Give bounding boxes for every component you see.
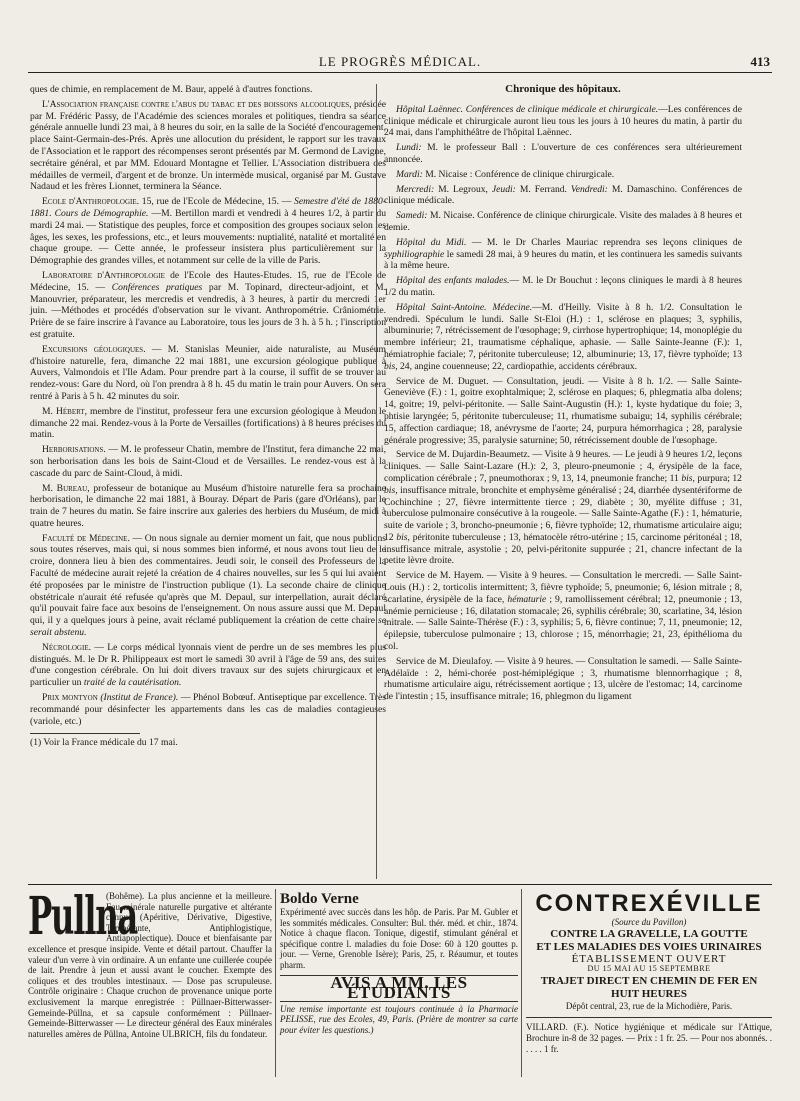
news-paragraph xyxy=(30,483,386,530)
news-paragraph xyxy=(30,533,386,639)
news-paragraph xyxy=(30,196,386,267)
text-run: — M. le Dr Bouchut : leçons cliniques le mardi à 8 heures 1/2 du matin. xyxy=(384,275,742,298)
contrexeville-line1: CONTRE LA GRAVELLE, LA GOUTTE xyxy=(550,927,748,940)
hospital-paragraph xyxy=(384,210,742,234)
hospital-paragraph xyxy=(384,142,742,166)
text-run: —M. d'Heilly. Visite à 8 h. 1/2. Consultation le vendredi. Spéculum le lundi. Salle St-Eloi (H.) : 1, sclérose en plaques; 3, syphilis, albuminurie; 7, rétrécissement de l'œsophage; 9, cirrhose hypertrophique; 14, monoplégie du membre inférieur; 21, traumatisme céphalique, aphasie. — Salle Sainte-Jeanne (F.): 1, hémiatrophie faciale; 7, péritonite tuberculeuse; 12, albuminurie; 13, 17, fièvre typhoïde; 13 xyxy=(384,301,742,360)
text-run: , professeur de botanique au Muséum d'histoire naturelle fera sa prochaine herborisation, le dimanche 22 mai 1881, à Bouray. Départ de Paris (gare d'Orléans), par le train de 7 heures du matin. Se faire inscrire aux galeries des herbiers du Muséum, de midi à quatre heures. xyxy=(30,482,386,529)
text-run: Conférences pratiques xyxy=(111,281,203,293)
text-run: Jeudi: xyxy=(491,183,516,195)
left-column xyxy=(30,84,386,752)
news-paragraph xyxy=(30,642,386,689)
text-run: Faculté de Médecine. xyxy=(42,532,130,544)
text-run: — M. Stanislas Meunier, aide naturaliste, au Muséum d'histoire naturelle, fera, dimanche 22 mai 1881, une excursion géologique publique à Auvers, Valmondois et l'Ile Adam. Pour prendre part à la course, il suffit de se trouver au rendez-vous: Gare du Nord, où l'on prendra à 8 h. 45 du matin le train pour Auvers. On sera rentré à Paris à 5 h. 42 minutes du soir. xyxy=(30,343,386,402)
footnote: (1) Voir la France médicale du 17 mai. xyxy=(30,737,178,749)
verne-text: Expérimenté avec succès dans les hôp. de Paris. Par M. Gubler et les sommités médicales. Consulter: Bul. thér. méd. et chir., 1874. Notice à chaque flacon. Tonique, digestif, stimulant général et spécifique contre l. maladies du foie Dose: 60 à 120 gouttes p. jour. — Verne, Grenoble Isère); Paris, 25, r. Réaumur, et toutes pharm. xyxy=(280,907,518,970)
text-run: se serait abstenu. xyxy=(30,615,386,639)
text-run: insuffisance mitrale, bronchite et emphysème généralisé ; 24, diarrhée dysentériforme de Cochinchine ; 27, fièvre intermittente tierce ; 29, diabète ; 30, myélite diffuse ; 31, tuberculose pulmonaire consécutive à la rougeole. — Salle Sainte-Agathe (F.) : 1, hématurie, suite de variole ; 3, broncho-pneumonie ; 6, fièvre typhoïde; 12, rhumatisme articulaire aigu; 12 xyxy=(384,484,742,543)
text-run: (Institut de France). xyxy=(100,692,179,704)
verne-title: Boldo Verne xyxy=(280,891,359,907)
text-run: par M. Topinard, directeur-adjoint, et M. Manouvrier, préparateur, les mercredis et vendredis, à 3 heures, à partir du mercredi 1er juin. —Méthodes et procédés d'observation sur le vivant. Anthropométrie. Crâniométrie. Prière de se faire inscrire à l'avance au Laboratoire, tous les jours de 3 h. à 5 h. ; l'inscription est gratuite. xyxy=(30,281,386,340)
ad-contrexeville xyxy=(526,891,772,1054)
section-title: Chronique des hôpitaux. xyxy=(505,83,621,95)
footnote-rule xyxy=(30,733,140,734)
text-run: M. Hébert xyxy=(42,405,85,417)
ad-divider xyxy=(521,889,522,1077)
text-run: Lundi: xyxy=(396,142,422,154)
text-run: — M. le professeur Chatin, membre de l'Institut, fera dimanche 22 mai, son herborisation dans les bois de Saint-Cloud et de Versailles. Le rendez-vous est à la cascade du parc de Saint-Cloud, à midi. xyxy=(30,444,386,479)
text-run: hématurie xyxy=(507,593,547,605)
text-run: bis, xyxy=(681,472,695,484)
text-run: Hôpital Laënnec. Conférences de clinique médicale et chirurgicale. xyxy=(396,103,659,115)
text-run: le samedi 28 mai, à 9 heures du matin, et les continuera les samedis suivants à la même heure. xyxy=(384,248,742,272)
text-run: Service de M. Dieulafoy. — Visite à 9 heures. — Consultation le samedi. — Salle Sainte-Adélaïde : 2, hémi-chorée post-hémiplégique ; 3, rhumatisme blennorrhagique ; 8, rhumatisme articulaire aigu, rétrécissement aortique ; 13, ulcère de l'estomac; 14, carcinome de l'intestin ; 15, insuffisance mitrale; 16, phlegmon du ligament xyxy=(384,655,742,703)
text-run: M. Nicaise : Conférence de clinique chirurgicale. xyxy=(422,168,615,180)
text-run: présidée par M. Frédéric Passy, de l'Académie des sciences morales et politiques, tiendra sa séance générale annuelle lundi 23 mai, à 8 heures du soir, en la salle de la Société d'encouragement, place Saint-Germain-des-Prés. Après une allocution du président, le rapport sur les travaux de l'Association et le rapport des récompenses seront présentés par M. Germond de Lavigne, secrétaire général, et par MM. Edouard Montagne et Tellier. L'Association distribuera des médailles de vermeil, d'argent et de bronze. Un intermède musical, organisé par M. Gustave Nadaud et les frères Lionnet, terminera la Séance. xyxy=(30,98,386,193)
text-run: bis, xyxy=(384,484,398,496)
news-paragraph xyxy=(30,344,386,403)
text-run: 15, rue de l'Ecole de Médecine, 15. — xyxy=(139,196,295,208)
villard-notice: VILLARD. (F.). Notice hygiénique et médicale sur l'Attique, Brochure in-8 de 32 pages. — Prix : 1 fr. 25. — Pour nos abonnés. . . . . . 1 fr. xyxy=(526,1017,772,1054)
text-run: Laboratoire d'Anthropologie xyxy=(42,269,165,281)
page-number: 413 xyxy=(750,54,770,69)
hospital-paragraph xyxy=(384,184,742,208)
contrexeville-line5: TRAJET DIRECT EN CHEMIN DE FER EN HUIT HEURES xyxy=(540,974,758,1000)
hospital-paragraph xyxy=(384,169,742,181)
hospital-paragraph xyxy=(384,275,742,299)
hospital-paragraph xyxy=(384,104,742,139)
hospital-paragraph xyxy=(384,237,742,272)
text-run: M. Ferrand. xyxy=(515,183,571,195)
text-run: M. le professeur Ball : L'ouverture de ces conférences sera ultérieurement annoncée. xyxy=(384,142,742,165)
text-run: 24, angine couenneuse; 22, cardiopathie, accidents cérébraux. xyxy=(397,360,638,372)
text-run: Service de M. Dujardin-Beaumetz. — Visite à 9 heures. — Le jeudi à 9 heures 1/2, leçons cliniques. — Salle Saint-Lazare (H.): 2, 3, pleuro-pneumonie ; 4, érysipèle de la face, complication cérébrale ; 7, pneumothorax ; 9, 13, 14, pneumonie franche; 11 xyxy=(384,449,742,484)
text-run: bis, xyxy=(384,360,398,372)
hospital-paragraph xyxy=(384,656,742,703)
news-paragraph xyxy=(30,692,386,727)
header-rule xyxy=(28,72,772,73)
text-run: Herborisations. xyxy=(42,444,106,456)
text-run: Service de M. Duguet. — Consultation, jeudi. — Visite à 8 h. 1/2. — Salle Sainte-Geneviève (F.) : 1, goitre exophtalmique; 2, sclérose en plaques; 6, phlegmatia alba dolens; 14, goitre; 19, pelvi-péritonite. — Salle Saint-Augustin (H.): 1, kyste hydatique du foie; 3, phtisie laryngée; 5, péritonite tuberculeuse; 11, rhumatisme subaigu; 14, syphilis cérébrale; 15, affection cardiaque; 18, anévrysme de l'aorte; 24, purpura hémorrhagica ; 28, paralysie générale progressive; 35, paralysie saturnine; 50, rétrécissement double de l'œsophage. xyxy=(384,375,742,446)
text-run: péritonite tuberculeuse ; 13, hématocèle rétro-utérine ; 15, carcinome péritonéal ; 18, insuffisance mitrale, asystolie ; 20, pelvi-péritonite suppurée ; 21, chancre infectant de la petite lèvre droite. xyxy=(384,531,742,567)
text-run: Prix montyon xyxy=(42,692,98,704)
news-paragraph xyxy=(30,99,386,193)
hospital-paragraph xyxy=(384,302,742,373)
text-run: ; 9, ramollissement cérébral; 12, pneumonie ; 13, anémie pernicieuse ; 16, dilatation stomacale; 26, syphilis cérébrale; 30, scarlatine, 34, lésion mitrale. — Salle Sainte-Thérèse (F.) : 3, syphilis; 5, 6, fièvre continue; 7, 11, pneumonie; 12, épilepsie, tuberculose pulmonaire ; 13, chlorose ; 15, ménorrhagie; 21, 23, épithélioma du col. xyxy=(384,593,743,653)
text-run: syphiliographie xyxy=(384,248,445,260)
contrexeville-line3: ÉTABLISSEMENT OUVERT xyxy=(571,952,727,965)
text-run: M. Legroux, xyxy=(434,183,492,195)
news-paragraph xyxy=(30,270,386,341)
text-run: — On nous signale au dernier moment un fait, que nous publions sous toutes réserves, mais qui, si nous sommes bien informé, et nous avons tout lieu de le croire, donnera lieu à bien des commentaires. Jeudi soir, le conseil des Professeurs de la Faculté de médecine aurait rejeté la création de 4 chaires nouvelles, sur les 5 qui lui avaient été proposées par le ministre de l'instruction publique (1). La seconde chaire de clinique obstétricale n'aurait été refusée qu'après que M. Depaul, sur interpellation, aurait déclaré qu'il pouvait faire face aux besoins de l'enseignement. On nous assure aussi que M. Depaul qui, il y a quelques jours à peine, avait réclamé publiquement la création de cette chaire xyxy=(30,532,386,627)
text-run: de l'Ecole des Hautes-Etudes. 15, rue de l'Ecole de Médecine, 15. — xyxy=(30,269,387,293)
text-run: Semestre d'été de 1880-1881. Cours de Démographie. xyxy=(30,196,386,219)
text-run: — Phénol Bobœuf. Antiseptique par excellence. Très recommandé pour désinfecter les appartements dans les cas de maladies contagieuses (variole, etc.) xyxy=(30,692,386,727)
page-header xyxy=(28,54,772,72)
text-run: —Les conférences de clinique médicale et chirurgicale auront lieu tous les jours à 10 heures du matin, à partir du 24 mai, dans l'amphithéâtre de l'hôpital Laënnec. xyxy=(384,103,742,139)
ad-divider xyxy=(275,889,276,1077)
text-run: — Le corps médical lyonnais vient de perdre un de ses membres les plus distingués. M. le Dr R. Philippeaux est mort le samedi 30 avril à l'âge de 59 ans, des suites d'une congestion cérébrale. On lui doit divers travaux sur des sujets chirurgicaux et en particulier un xyxy=(30,641,386,689)
column-divider xyxy=(376,84,377,879)
text-run: traité de la cautérisation. xyxy=(83,677,182,689)
text-run: Mardi: xyxy=(396,168,423,180)
text-run: M. Damaschino. Conférences de clinique médicale. xyxy=(384,183,742,207)
text-run: M. Bureau xyxy=(42,482,88,494)
text-run: purpura; 12 xyxy=(694,472,742,484)
right-column xyxy=(384,84,742,706)
text-run: — M. le Dr Charles Mauriac reprendra ses leçons cliniques de xyxy=(466,236,742,248)
text-run: Hôpital Saint-Antoine. Médecine. xyxy=(396,301,533,313)
pullna-logo: Pullna xyxy=(28,886,138,947)
text-run: Ecole d'Anthropologie. xyxy=(42,196,140,208)
contrexeville-source: (Source du Pavillon) xyxy=(611,917,687,927)
news-paragraph xyxy=(30,84,386,96)
contrexeville-title: CONTREXÉVILLE xyxy=(535,890,763,917)
text-run: M. Nicaise. Conférence de clinique chirurgicale. Visite des malades à 8 heures et demie. xyxy=(384,210,742,233)
pelisse-text: Une remise importante est toujours continuée à la Pharmacie PELISSE, rue des Ecoles, 49, Paris. (Prière de montrer sa carte pour éviter les questions.) xyxy=(280,1003,518,1035)
advertisements xyxy=(28,884,772,1081)
journal-title: LE PROGRÈS MÉDICAL. xyxy=(318,54,482,69)
pullna-text: (Bohême). La plus ancienne et la meilleure. Eau minérale naturelle purgative et altérante connue (Apéritive, Dérivative, Digestive, Tempérante, Antiphlogistique, Antiapoplectique). Douce et bienfaisante par excellence et presque insipide. Vente et détail partout. Chauffer la valeur d'un verre à vin ordinaire. A un enfante une cuillerée coupée de lait. Prendre à jeun et aussi avant le coucher. Exempte des coliques et des troubles intestinaux. — Dose pas scrupuleuse. Contrôle originaire : Chaque cruchon de provenance unique porte exclusivement la marque enregistrée : Püllnaer-Bitterwasser-Gemeinde-Püllna, et sa capsule conformément : Püllnaer-Gemeinde-Bitterwasser — Le directeur général des Eaux minérales naturelles amères de Püllna, Antoine ULBRICH, fils du fondateur. xyxy=(28,891,272,1039)
text-run: Hôpital des enfants malades. xyxy=(396,275,510,287)
etudiants-heading: AVIS A MM. LES ÉTUDIANTS xyxy=(280,975,518,1002)
text-run: Nécrologie. xyxy=(42,641,91,653)
hospital-paragraph xyxy=(384,570,742,653)
text-run: Hôpital du Midi. xyxy=(396,236,467,248)
text-run: Vendredi: xyxy=(570,183,608,195)
news-paragraph xyxy=(30,406,386,441)
text-run: Mercredi: xyxy=(396,183,435,195)
contrexeville-depot: Dépôt central, 23, rue de la Michodière, Paris. xyxy=(565,1000,733,1011)
text-run: —M. Bertillon mardi et vendredi à 4 heures 1/2, à partir du mardi 24 mai. — Statistique des peuples, force et composition des groupes sociaux selon les âges, les sexes, les professions, etc., et leurs mouvements: nuptialité, natalité et mortalité en chaque groupe. — Cette année, le professeur insistera plus particulièrement sur la Démographie des grandes villes, et notamment sur celle de la ville de Paris. xyxy=(30,207,387,267)
text-run: Samedi: xyxy=(396,210,428,222)
text-run: L'Association française contre l'abus du tabac et des boissons alcooliques, xyxy=(42,98,352,110)
hospital-paragraph xyxy=(384,449,742,567)
hospital-paragraph xyxy=(384,376,742,447)
news-paragraph xyxy=(30,444,386,479)
text-run: , membre de l'institut, professeur fera une excursion géologique à Meudon le dimanche 22 mai. Rendez-vous à la Porte de Versailles (fortifications) à 8 heures précises du matin. xyxy=(30,405,386,441)
contrexeville-line2: ET LES MALADIES DES VOIES URINAIRES xyxy=(536,940,762,953)
ad-pullna xyxy=(28,886,272,1039)
contrexeville-line4: DU 15 MAI AU 15 SEPTEMBRE xyxy=(587,964,711,974)
text-run: ques de chimie, en remplacement de M. Baur, appelé à d'autres fonctions. xyxy=(30,84,313,95)
text-run: Excursions géologiques. xyxy=(42,343,146,355)
ad-verne xyxy=(280,891,518,1036)
text-run: Service de M. Hayem. — Visite à 9 heures. — Consultation le mercredi. — Salle Saint-Louis (H.) : 2, torticolis intermittent; 3, fièvre typhoïde; 5, pneumonie; 6, lésion mitrale ; 8, scarlatine, érysipèle de la face, xyxy=(384,570,742,605)
text-run: bis, xyxy=(396,531,410,543)
